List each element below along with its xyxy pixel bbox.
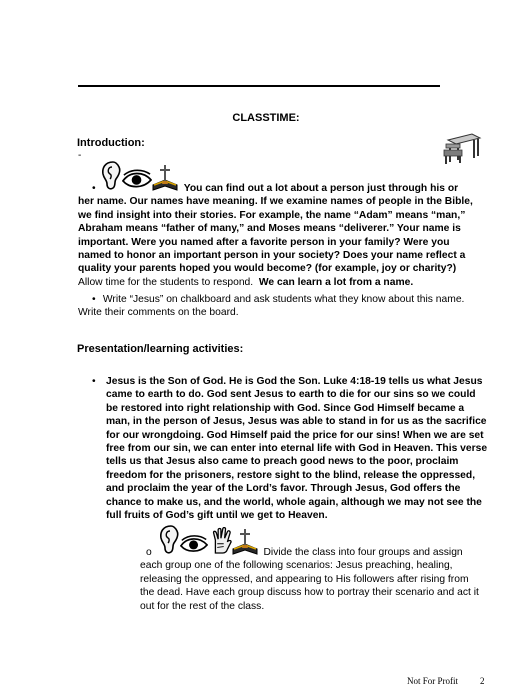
jesus-paragraph: [93, 375, 490, 522]
bullet: •: [92, 183, 96, 194]
eye-icon: [122, 167, 152, 191]
hand-icon: [208, 527, 232, 555]
jesus-text: [93, 375, 490, 522]
bible-cross-icon: [152, 163, 178, 191]
intro-text-bold: You can find out a lot about a person just through his or her name. Our names have meaning. If we examine names of people in the Bible, we find insight into their stories. For example, the name “Adam” means “man,” Abraham means “father of many,” and Moses means “deliverer.” Your name is important. Were you named after a favorite person in your family? Were you named to honor an important person in your society? Does your name reflect a quality your parents hoped you would become? (for example, joy or charity?): [78, 183, 473, 275]
bible-cross-icon: [232, 527, 258, 555]
header-rule: [78, 85, 440, 87]
activity-paragraph: [140, 524, 480, 613]
intro-text-end: We can learn a lot from a name.: [258, 276, 414, 288]
eye-icon: [180, 533, 208, 555]
ear-icon: [158, 524, 180, 555]
page-title: CLASSTIME:: [232, 112, 300, 124]
dash-mark: -: [78, 150, 82, 161]
activity-icons: [158, 524, 258, 559]
write-jesus-paragraph: [78, 293, 478, 320]
page-number: 2: [480, 676, 485, 686]
bullet: •: [92, 294, 96, 305]
introduction-heading: Introduction:: [77, 137, 145, 149]
intro-paragraph: [78, 160, 473, 289]
presentation-heading: Presentation/learning activities:: [77, 343, 244, 355]
activity-text: Divide the class into four groups and assign each group one of the following scenarios: Jesus preaching, healing, releasing the oppressed, and appearing to His followers after rising from the dead. Have each group discuss how to portray their scenario and act it out for the rest of the class.: [140, 547, 479, 612]
intro-text-plain: Allow time for the students to respond.: [78, 276, 254, 288]
sub-bullet: o: [146, 547, 152, 558]
sense-icons: [100, 160, 178, 195]
write-jesus-text: Write “Jesus” on chalkboard and ask students what they know about this name. Write their comments on the board.: [78, 294, 465, 319]
jesus-text-content: Jesus is the Son of God. He is God the Son. Luke 4:18-19 tells us what Jesus came to earth to do. God sent Jesus to earth to die for our sins so we could be restored into right relationship with God. Since God Himself became a man, in the person of Jesus, Jesus was able to stand in for us as the sacrifice for our wrongdoing. God Himself paid the price for our sins! When we are set free from our sin, we can enter into eternal life with God in Heaven. This verse tells us that Jesus also came to preach good news to the poor, proclaim freedom for the prisoners, restore sight to the blind, release the oppressed, and proclaim the year of the Lord’s favor. Through Jesus, God offers the chance to make us, and the world, whole again, although we may not see the full fruits of God’s gift until we get to Heaven.: [106, 376, 488, 522]
bullet: •: [92, 376, 96, 387]
ear-icon: [100, 160, 122, 191]
footer-note: Not For Profit: [407, 676, 459, 686]
